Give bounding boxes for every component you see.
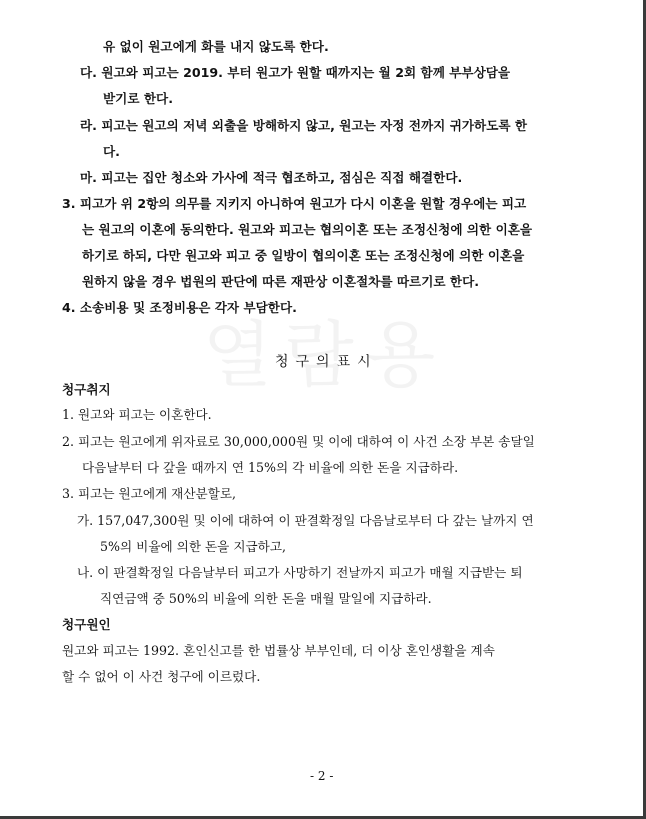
text-line: 는 원고의 이혼에 동의한다. 원고와 피고는 협의이혼 또는 조정신청에 의한 이혼을 bbox=[82, 222, 533, 237]
text-line: 1. 원고와 피고는 이혼한다. bbox=[62, 407, 212, 422]
text-line: 마. 피고는 집안 청소와 가사에 적극 협조하고, 점심은 직접 해결한다. bbox=[80, 170, 463, 185]
text-line: 원하지 않을 경우 법원의 판단에 따른 재판상 이혼절차를 따르기로 한다. bbox=[82, 274, 480, 289]
section-title: 청구의표시 bbox=[275, 354, 378, 370]
text-line: 하기로 하되, 다만 원고와 피고 중 일방이 협의이혼 또는 조정신청에 의한 이혼을 bbox=[82, 248, 525, 263]
text-line: 받기로 한다. bbox=[103, 91, 173, 106]
text-line: 3. 피고는 원고에게 재산분할로, bbox=[62, 486, 237, 501]
text-line: 나. 이 판결확정일 다음날부터 피고가 사망하기 전날까지 피고가 매월 지급받는 퇴 bbox=[77, 565, 523, 580]
text-line: 3. 피고가 위 2항의 의무를 지키지 아니하여 원고가 다시 이혼을 원할 경우에는 피고 bbox=[62, 196, 527, 211]
text-line: 할 수 없어 이 사건 청구에 이르렀다. bbox=[62, 669, 261, 684]
text-line: 다. bbox=[103, 144, 120, 159]
text-line: 라. 피고는 원고의 저녁 외출을 방해하지 않고, 원고는 자정 전까지 귀가하도록 한 bbox=[80, 118, 528, 133]
text-line: 유 없이 원고에게 화를 내지 않도록 한다. bbox=[103, 39, 329, 54]
text-line: 다. 원고와 피고는 2019. 부터 원고가 원할 때까지는 월 2회 함께 부부상담을 bbox=[80, 65, 511, 80]
text-line: 직연금액 중 50%의 비율에 의한 돈을 매월 말일에 지급하라. bbox=[100, 591, 432, 606]
text-line: 4. 소송비용 및 조정비용은 각자 부담한다. bbox=[62, 300, 297, 315]
page-number: - 2 - bbox=[310, 769, 334, 783]
section-heading: 청구원인 bbox=[62, 617, 111, 632]
section-heading: 청구취지 bbox=[62, 382, 111, 397]
text-line: 가. 157,047,300원 및 이에 대하여 이 판결확정일 다음날로부터 다 갚는 날까지 연 bbox=[77, 513, 534, 528]
text-line: 5%의 비율에 의한 돈을 지급하고, bbox=[100, 539, 286, 554]
text-line: 2. 피고는 원고에게 위자료로 30,000,000원 및 이에 대하여 이 사건 소장 부본 송달일 bbox=[62, 434, 535, 449]
text-line: 원고와 피고는 1992. 혼인신고를 한 법률상 부부인데, 더 이상 혼인생활을 계속 bbox=[62, 643, 495, 658]
text-line: 다음날부터 다 갚을 때까지 연 15%의 각 비율에 의한 돈을 지급하라. bbox=[82, 460, 459, 475]
